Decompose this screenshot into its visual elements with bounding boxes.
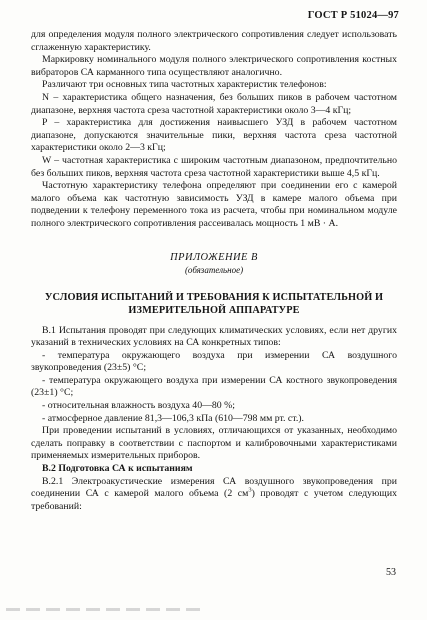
list-item-pressure: - атмосферное давление 81,3—106,3 кПа (610—798 мм рт. ст.). bbox=[42, 412, 304, 424]
paragraph-b21-text: B.2.1 Электроакустические измерения СА воздушного звукопроведения при соединении СА с камерой малого объема (2 см bbox=[31, 475, 397, 500]
paragraph-b1: B.1 Испытания проводят при следующих климатических условиях, если нет других указаний в технических условиях на СА конкретных типов: bbox=[31, 324, 397, 349]
document-header: ГОСТ Р 51024—97 bbox=[307, 10, 399, 21]
list-item-bone-temperature: - температура окружающего воздуха при измерении СА костного звукопроведения (23±1) °С; bbox=[31, 374, 397, 399]
appendix-subtitle: (обязательное) bbox=[184, 264, 244, 275]
paragraph-types-intro: Различают три основных типа частотных характеристик телефонов: bbox=[42, 79, 327, 91]
paragraph-type-p: P – характеристика для достижения наивысшего УЗД в рабочем частотном диапазоне, допускаются значительные пики, верхняя частота среза частотной характеристики около 2—3 кГц; bbox=[31, 117, 397, 154]
section-title-line-2: ИЗМЕРИТЕЛЬНОЙ АППАРАТУРЕ bbox=[128, 304, 300, 316]
superscript-three: 3 bbox=[248, 486, 252, 494]
subsection-title: В.2 Подготовка СА к испытаниям bbox=[42, 463, 193, 475]
paragraph-correction: При проведении испытаний в условиях, отличающихся от указанных, необходимо сделать поправку в соответствии с паспортом и калибровочными характеристиками применяемых измерительных приборов. bbox=[31, 425, 397, 462]
paragraph-marking: Маркировку номинального модуля полного электрического сопротивления костных вибраторов СА карманного типа осуществляют аналогично. bbox=[31, 54, 397, 78]
appendix-title: ПРИЛОЖЕНИЕ В bbox=[170, 251, 258, 263]
paragraph-b21-tail: ) проводят с учетом следующих требований: bbox=[31, 488, 397, 512]
list-item-humidity: - относительная влажность воздуха 40—80 %; bbox=[42, 400, 236, 412]
page-number: 53 bbox=[386, 567, 396, 578]
section-title bbox=[31, 291, 397, 317]
paragraph-frequency-response: Частотную характеристику телефона определяют при соединении его с камерой малого объема как частотную зависимость УЗД в камере малого объема при подведении к телефону переменного тока из расчета, чтобы при номинальном модуле полного электрического сопротивления рассеивалась мощность 1 мВ · А. bbox=[31, 180, 397, 229]
paragraph-type-n: N – характеристика общего назначения, без больших пиков в рабочем частотном диапазоне, верхняя частота среза частотной характеристики около 3—4 кГц; bbox=[31, 91, 397, 116]
document-body bbox=[31, 29, 397, 513]
list-item-air-temperature: - температура окружающего воздуха при измерении СА воздушного звукопроведения (23±5) °С; bbox=[31, 349, 397, 374]
paragraph-type-w: W – частотная характеристика с широким частотным диапазоном, предпочтительно без больших пиков, верхняя частота среза частотной характеристики выше 4,5 кГц. bbox=[31, 154, 397, 179]
scan-artifact bbox=[6, 608, 206, 611]
paragraph-b21 bbox=[31, 476, 397, 514]
section-title-line-1: УСЛОВИЯ ИСПЫТАНИЙ И ТРЕБОВАНИЯ К ИСПЫТАТЕЛЬНОЙ И bbox=[44, 291, 384, 303]
paragraph-continuation: для определения модуля полного электрического сопротивления следует использовать сглаженную характеристику. bbox=[31, 29, 397, 53]
